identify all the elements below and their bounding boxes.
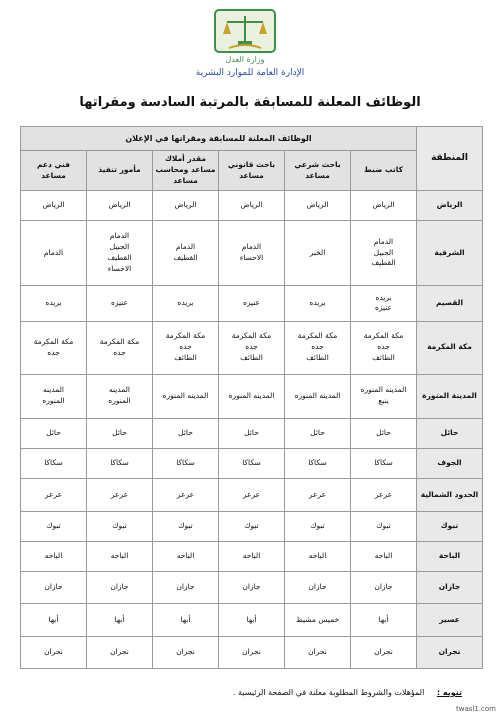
city-cell: سكاكا bbox=[351, 449, 417, 479]
table-row bbox=[21, 322, 483, 374]
city-cell: حائل bbox=[153, 418, 219, 448]
city-cell: سكاكا bbox=[219, 449, 285, 479]
city-cell: سكاكا bbox=[153, 449, 219, 479]
ministry-logo bbox=[205, 8, 285, 66]
city-cell: حائل bbox=[87, 418, 153, 448]
city-cell: مكة المكرمة جده الطائف bbox=[351, 322, 417, 374]
table-row bbox=[21, 604, 483, 636]
city-cell: أبها bbox=[21, 604, 87, 636]
region-cell: جازان bbox=[417, 572, 483, 604]
city-cell: جازان bbox=[219, 572, 285, 604]
city-cell: نجران bbox=[21, 636, 87, 668]
city-cell: نجران bbox=[351, 636, 417, 668]
city-cell: بريده bbox=[21, 285, 87, 321]
city-cell: تبوك bbox=[351, 511, 417, 541]
region-cell: الباحة bbox=[417, 541, 483, 571]
city-cell: تبوك bbox=[87, 511, 153, 541]
city-cell: الرياض bbox=[87, 191, 153, 221]
logo-text: وزارة العدل bbox=[225, 55, 265, 64]
city-cell: المدينه المنوره bbox=[21, 374, 87, 418]
city-cell: المدينه المنوره ينبع bbox=[351, 374, 417, 418]
city-cell: الباحه bbox=[87, 541, 153, 571]
department-name: الإدارة العامة للموارد البشرية bbox=[195, 68, 305, 78]
jobs-table bbox=[20, 126, 483, 669]
job-header: كاتب ضبط bbox=[351, 151, 417, 191]
city-cell: جازان bbox=[87, 572, 153, 604]
city-cell: أبها bbox=[87, 604, 153, 636]
city-cell: نجران bbox=[219, 636, 285, 668]
city-cell: المدينه المنوره bbox=[87, 374, 153, 418]
city-cell: سكاكا bbox=[87, 449, 153, 479]
city-cell: عنيزه bbox=[87, 285, 153, 321]
city-cell: جازان bbox=[285, 572, 351, 604]
region-cell: مكة المكرمة bbox=[417, 322, 483, 374]
city-cell: الرياض bbox=[153, 191, 219, 221]
page-title: الوظائف المعلنة للمسابقة بالمرتبة السادسة ومقراتها bbox=[79, 95, 421, 110]
city-cell: مكة المكرمة جده الطائف bbox=[285, 322, 351, 374]
table-row bbox=[21, 479, 483, 511]
region-header: المنطقة bbox=[417, 127, 483, 191]
city-cell: بريده bbox=[153, 285, 219, 321]
job-header: مأمور تنفيذ bbox=[87, 151, 153, 191]
city-cell: الخبر bbox=[285, 221, 351, 286]
city-cell: تبوك bbox=[285, 511, 351, 541]
region-cell: نجران bbox=[417, 636, 483, 668]
city-cell: الرياض bbox=[285, 191, 351, 221]
city-cell: الدمام القطيف bbox=[153, 221, 219, 286]
table-row bbox=[21, 285, 483, 321]
city-cell: عرعر bbox=[21, 479, 87, 511]
city-cell: جازان bbox=[21, 572, 87, 604]
city-cell: نجران bbox=[153, 636, 219, 668]
region-cell: الحدود الشمالية bbox=[417, 479, 483, 511]
city-cell: جازان bbox=[351, 572, 417, 604]
region-cell: الجوف bbox=[417, 449, 483, 479]
city-cell: الباحه bbox=[21, 541, 87, 571]
city-cell: عرعر bbox=[153, 479, 219, 511]
city-cell: عرعر bbox=[87, 479, 153, 511]
city-cell: بريده عنيزه bbox=[351, 285, 417, 321]
watermark: twasl1.com bbox=[456, 705, 496, 713]
region-cell: تبوك bbox=[417, 511, 483, 541]
city-cell: جازان bbox=[153, 572, 219, 604]
city-cell: تبوك bbox=[21, 511, 87, 541]
city-cell: الدمام الاحساء bbox=[219, 221, 285, 286]
region-cell: الرياض bbox=[417, 191, 483, 221]
city-cell: أبها bbox=[219, 604, 285, 636]
city-cell: مكة المكرمة جده bbox=[87, 322, 153, 374]
group-header: الوظائف المعلنة للمسابقة ومقراتها في الإعلان bbox=[21, 127, 417, 151]
city-cell: نجران bbox=[285, 636, 351, 668]
city-cell: حائل bbox=[219, 418, 285, 448]
city-cell: الباحه bbox=[219, 541, 285, 571]
footer-note bbox=[233, 688, 462, 697]
table-row bbox=[21, 221, 483, 286]
city-cell: الدمام bbox=[21, 221, 87, 286]
table-row bbox=[21, 541, 483, 571]
table-row bbox=[21, 511, 483, 541]
city-cell: عرعر bbox=[219, 479, 285, 511]
city-cell: سكاكا bbox=[21, 449, 87, 479]
city-cell: أبها bbox=[153, 604, 219, 636]
city-cell: الدمام الجبيل القطيف bbox=[351, 221, 417, 286]
city-cell: بريده bbox=[285, 285, 351, 321]
city-cell: عنيزه bbox=[219, 285, 285, 321]
city-cell: نجران bbox=[87, 636, 153, 668]
city-cell: سكاكا bbox=[285, 449, 351, 479]
city-cell: عرعر bbox=[285, 479, 351, 511]
table-row bbox=[21, 449, 483, 479]
city-cell: الرياض bbox=[219, 191, 285, 221]
city-cell: حائل bbox=[21, 418, 87, 448]
city-cell: الرياض bbox=[351, 191, 417, 221]
region-cell: عسير bbox=[417, 604, 483, 636]
city-cell: الباحه bbox=[153, 541, 219, 571]
table-row bbox=[21, 418, 483, 448]
table-row bbox=[21, 191, 483, 221]
city-cell: الباحه bbox=[285, 541, 351, 571]
note-text: المؤهلات والشروط المطلوبة معلنة في الصفحة الرئيسية . bbox=[232, 688, 425, 697]
table-row bbox=[21, 636, 483, 668]
job-header: باحث قانوني مساعد bbox=[219, 151, 285, 191]
city-cell: تبوك bbox=[219, 511, 285, 541]
city-cell: المدينه المنوره bbox=[153, 374, 219, 418]
note-label: تنويه : bbox=[436, 688, 462, 697]
job-header: باحث شرعي مساعد bbox=[285, 151, 351, 191]
table-row bbox=[21, 374, 483, 418]
city-cell: حائل bbox=[285, 418, 351, 448]
city-cell: مكة المكرمة جده الطائف bbox=[153, 322, 219, 374]
city-cell: الدمام الجبيل القطيف الاحساء bbox=[87, 221, 153, 286]
region-cell: المدينة المنورة bbox=[417, 374, 483, 418]
city-cell: المدينه المنوره bbox=[219, 374, 285, 418]
region-cell: حائل bbox=[417, 418, 483, 448]
city-cell: خميس مشيط bbox=[285, 604, 351, 636]
region-cell: القصيم bbox=[417, 285, 483, 321]
city-cell: عرعر bbox=[351, 479, 417, 511]
city-cell: مكة المكرمة جده bbox=[21, 322, 87, 374]
city-cell: أبها bbox=[351, 604, 417, 636]
city-cell: الرياض bbox=[21, 191, 87, 221]
job-header: مقدر أملاك مساعد ومحاسب مساعد bbox=[153, 151, 219, 191]
city-cell: مكة المكرمة جده الطائف bbox=[219, 322, 285, 374]
city-cell: الباحه bbox=[351, 541, 417, 571]
city-cell: حائل bbox=[351, 418, 417, 448]
table-row bbox=[21, 572, 483, 604]
region-cell: الشرقية bbox=[417, 221, 483, 286]
city-cell: تبوك bbox=[153, 511, 219, 541]
job-header: فني دعم مساعد bbox=[21, 151, 87, 191]
city-cell: المدينه المنوره bbox=[285, 374, 351, 418]
